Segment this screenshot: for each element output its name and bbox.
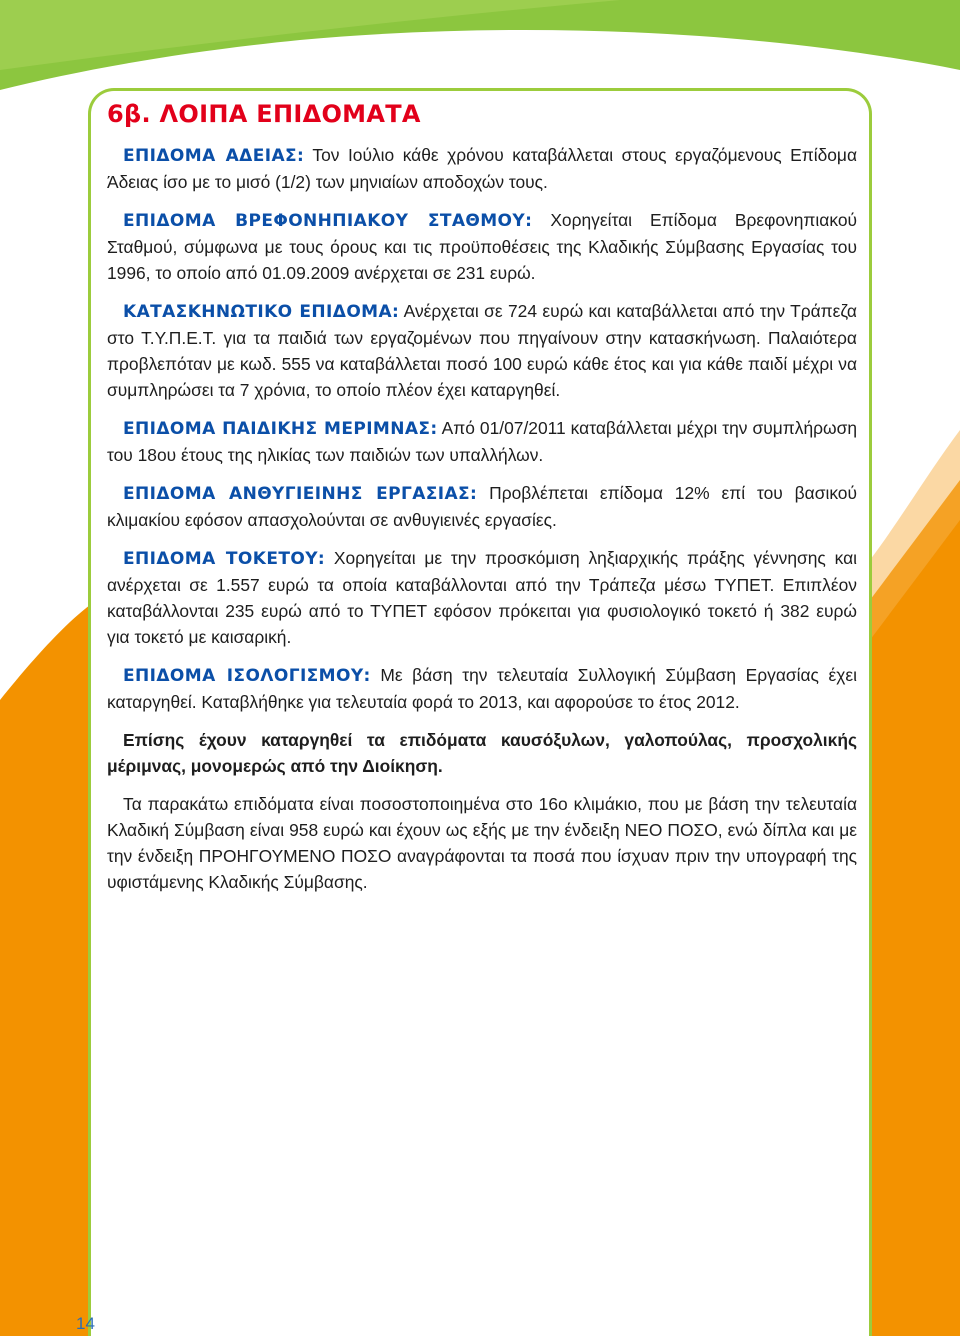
content-area [107,100,857,907]
paragraph-childbirth-allowance [107,545,857,650]
paragraph-label: ΕΠΙΔΟΜΑ ΒΡΕΦΟΝΗΠΙΑΚΟΥ ΣΤΑΘΜΟΥ: [123,211,533,231]
paragraph-text: Προβλέπεται επίδομα 12% επί του βασικού κλιμακίου εφόσον απασχολούνται σε ανθυγιεινές εργασίες. [107,483,857,530]
paragraph-text: Χορηγείται με την προσκόμιση ληξιαρχικής πράξης γέννησης και ανέρχεται σε 1.557 ευρώ τα οποία καταβάλλονται από την Τράπεζα μέσω ΤΥΠΕΤ. Επιπλέον καταβάλλονται 235 ευρώ από το ΤΥΠΕΤ εφόσον πρόκειται για φυσιολογικό τοκετό ή 382 ευρώ για τοκετό με καισαρική. [107,548,857,647]
paragraph-camp-allowance [107,298,857,403]
paragraph-text: Με βάση την τελευταία Συλλογική Σύμβαση Εργασίας έχει καταργηθεί. Καταβλήθηκε για τελευταία φορά το 2013, και αφορούσε το έτος 2012. [107,665,857,712]
paragraph-text: Τον Ιούλιο κάθε χρόνου καταβάλλεται στους εργαζόμενους Επίδομα Άδειας ίσο με το μισό (1/2) των μηνιαίων αποδοχών τους. [107,145,858,192]
paragraph-nursery-allowance [107,207,857,286]
paragraph-label: ΕΠΙΔΟΜΑ ΤΟΚΕΤΟΥ: [123,549,326,569]
paragraph-label: ΕΠΙΔΟΜΑ ΠΑΙΔΙΚΗΣ ΜΕΡΙΜΝΑΣ: [123,419,438,439]
section-title: 6β. ΛΟΙΠΑ ΕΠΙΔΟΜΑΤΑ [107,100,421,128]
note-percentage-allowances: Τα παρακάτω επιδόματα είναι ποσοστοποιημένα στο 16ο κλιμάκιο, που με βάση την τελευταία Κλαδική Σύμβαση είναι 958 ευρώ και έχουν ως εξής με την ένδειξη ΝΕΟ ΠΟΣΟ, ενώ δίπλα και με την ένδειξη ΠΡΟΗΓΟΥΜΕΝΟ ΠΟΣΟ αναγράφονται τα ποσά που ίσχυαν πριν την υπογραφή της υφιστάμενης Κλαδικής Σύμβασης. [107,794,857,892]
paragraph-text: Από 01/07/2011 καταβάλλεται μέχρι την συμπλήρωση του 18ου έτους της ηλικίας των παιδιών των υπαλλήλων. [107,418,857,465]
paragraph-text: Ανέρχεται σε 724 ευρώ και καταβάλλεται από την Τράπεζα στο Τ.Υ.Π.Ε.Τ. για τα παιδιά των εργαζομένων που πηγαίνουν στην κατασκήνωση. Παλαιότερα προβλεπόταν με κωδ. 555 να καταβάλλεται ποσό 100 ευρώ κάθε έτος και για κάθε παιδί μέχρι να συμπληρώσει τα 7 χρόνια, το οποίο πλέον έχει καταργηθεί. [107,301,857,400]
note-abolished-allowances: Επίσης έχουν καταργηθεί τα επιδόματα καυσόξυλων, γαλοπούλας, προσχολικής μέριμνας, μονομερώς από την Διοίκηση. [107,730,857,776]
paragraph-text: Χορηγείται Επίδομα Βρεφονηπιακού Σταθμού, σύμφωνα με τους όρους και τις προϋποθέσεις της Κλαδικής Σύμβασης Εργασίας του 1996, το οποίο από 01.09.2009 ανέρχεται σε 231 ευρώ. [107,210,858,283]
paragraph-leave-allowance [107,142,857,195]
paragraph-label: ΕΠΙΔΟΜΑ ΙΣΟΛΟΓΙΣΜΟΥ: [123,666,371,686]
paragraph-label: ΚΑΤΑΣΚΗΝΩΤΙΚΟ ΕΠΙΔΟΜΑ: [123,302,400,322]
paragraph-label: ΕΠΙΔΟΜΑ ΑΔΕΙΑΣ: [123,146,305,166]
paragraph-unhealthy-work-allowance [107,480,857,533]
paragraph-childcare-allowance [107,415,857,468]
paragraph-label: ΕΠΙΔΟΜΑ ΑΝΘΥΓΙΕΙΝΗΣ ΕΡΓΑΣΙΑΣ: [123,484,478,504]
paragraph-balance-sheet-allowance [107,662,857,715]
orange-shape-left [0,605,90,1336]
page-number: 14 [76,1314,95,1333]
